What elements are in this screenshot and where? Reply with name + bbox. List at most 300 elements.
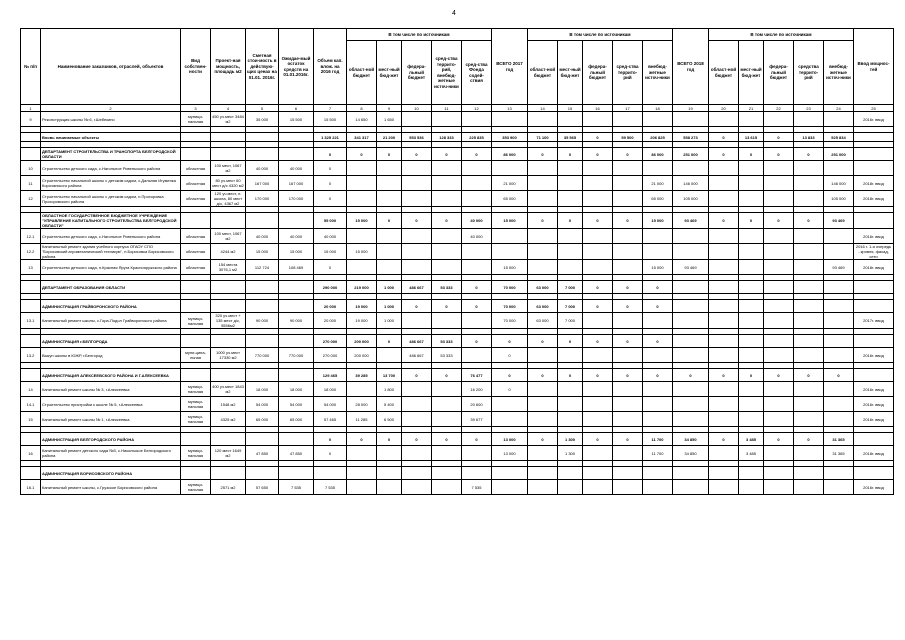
- table-cell: 1 800: [377, 382, 402, 397]
- table-cell: 0: [558, 335, 583, 348]
- table-cell: [402, 112, 432, 127]
- table-cell: [643, 229, 673, 244]
- table-cell: 0: [709, 133, 739, 142]
- table-cell: 0: [613, 335, 643, 348]
- object-name-cell: ДЕПАРТАМЕНТ ОБРАЗОВАНИЯ ОБЛАСТИ: [41, 281, 181, 294]
- table-cell: [794, 335, 824, 348]
- table-cell: 12: [21, 191, 41, 207]
- table-cell: [764, 176, 794, 191]
- table-cell: 13 700: [377, 369, 402, 382]
- table-cell: 5 400: [377, 397, 402, 412]
- table-cell: 40 000: [279, 161, 314, 176]
- table-cell: [764, 446, 794, 461]
- table-cell: [432, 446, 462, 461]
- table-cell: [528, 467, 558, 480]
- table-cell: 146 000: [673, 176, 709, 191]
- table-cell: 31 365: [824, 433, 854, 446]
- table-cell: [181, 148, 211, 161]
- table-cell: [583, 467, 613, 480]
- header-expected-balance: Ожидае-мый остаток средств на 01.01.2016г.: [279, 29, 314, 105]
- table-cell: 100 мест, 1067 м2: [211, 229, 246, 244]
- table-cell: [462, 176, 492, 191]
- table-cell: [21, 467, 41, 480]
- table-cell: 290 000: [314, 281, 347, 294]
- table-cell: [314, 467, 347, 480]
- column-number: 3: [181, 105, 211, 112]
- table-cell: 53 333: [432, 281, 462, 294]
- table-cell: 0: [613, 213, 643, 229]
- table-cell: [613, 260, 643, 275]
- object-name-cell: АДМИНИСТРАЦИЯ БЕЛГОРОДСКОГО РАЙОНА: [41, 433, 181, 446]
- table-cell: 0: [432, 300, 462, 313]
- table-cell: [764, 335, 794, 348]
- table-cell: 15 000: [347, 244, 377, 260]
- table-cell: 0: [709, 433, 739, 446]
- table-cell: 1 000: [377, 300, 402, 313]
- table-cell: [402, 467, 432, 480]
- table-cell: 0: [492, 348, 528, 363]
- table-cell: [794, 480, 824, 495]
- table-cell: областная: [181, 244, 211, 260]
- table-cell: [558, 382, 583, 397]
- table-cell: 0: [764, 433, 794, 446]
- table-cell: 0: [583, 133, 613, 142]
- table-cell: 0: [462, 335, 492, 348]
- table-cell: [643, 313, 673, 329]
- table-cell: 18 000: [246, 382, 279, 397]
- table-cell: 7 000: [558, 281, 583, 294]
- table-cell: областная: [181, 161, 211, 176]
- table-cell: 270 000: [314, 348, 347, 363]
- table-cell: 39 677: [462, 412, 492, 427]
- table-cell: 0: [402, 369, 432, 382]
- table-row: [21, 348, 894, 363]
- table-cell: [794, 397, 824, 412]
- table-cell: 2016г. ввод: [854, 382, 894, 397]
- table-cell: 57 465: [314, 412, 347, 427]
- table-cell: [613, 446, 643, 461]
- table-cell: [21, 300, 41, 313]
- column-number: 12: [462, 105, 492, 112]
- table-cell: [211, 213, 246, 229]
- table-cell: 40 000: [462, 213, 492, 229]
- table-cell: [462, 244, 492, 260]
- table-cell: [643, 244, 673, 260]
- table-cell: 0: [583, 213, 613, 229]
- table-cell: 2571 м2: [211, 480, 246, 495]
- table-cell: 486 667: [402, 348, 432, 363]
- table-cell: 4325 м2: [211, 412, 246, 427]
- section-row: [21, 467, 894, 480]
- table-cell: 170 000: [246, 191, 279, 207]
- table-cell: 86 000: [492, 148, 528, 161]
- table-cell: 63 000: [528, 300, 558, 313]
- table-cell: [854, 467, 894, 480]
- object-name-cell: Строительство детского сада, с.Нагольное Ровеньского района: [41, 161, 181, 176]
- table-cell: [824, 412, 854, 427]
- column-number: 23: [794, 105, 824, 112]
- table-cell: 15 000: [279, 244, 314, 260]
- table-cell: 57 650: [246, 480, 279, 495]
- object-name-cell: Строительство начальной школы с детским садом, с.Дальняя Игуменка Корочанского района: [41, 176, 181, 191]
- table-cell: 14: [21, 382, 41, 397]
- column-number: 2: [41, 105, 181, 112]
- table-cell: 170 000: [279, 191, 314, 207]
- table-cell: 15 000: [492, 260, 528, 275]
- table-cell: 0: [613, 433, 643, 446]
- section-row: [21, 213, 894, 229]
- table-cell: [709, 229, 739, 244]
- table-cell: 0: [739, 369, 764, 382]
- section-row: [21, 148, 894, 161]
- table-cell: [211, 467, 246, 480]
- table-cell: 63 000: [528, 281, 558, 294]
- table-cell: [739, 335, 764, 348]
- table-cell: 0: [377, 213, 402, 229]
- table-cell: [347, 446, 377, 461]
- table-cell: 0: [347, 148, 377, 161]
- table-row: [21, 161, 894, 176]
- table-cell: 54 000: [314, 397, 347, 412]
- table-cell: 167 000: [246, 176, 279, 191]
- object-name-cell: Вновь начинаемые объекты: [41, 133, 181, 142]
- table-cell: [643, 112, 673, 127]
- object-name-cell: АДМИНИСТРАЦИЯ ГРАЙВОРОНСКОГО РАЙОНА: [41, 300, 181, 313]
- table-cell: [377, 467, 402, 480]
- table-cell: [462, 161, 492, 176]
- table-cell: областная: [181, 176, 211, 191]
- table-cell: 0: [764, 213, 794, 229]
- table-cell: 13 833: [794, 133, 824, 142]
- table-cell: [528, 244, 558, 260]
- table-cell: [824, 335, 854, 348]
- table-cell: [739, 260, 764, 275]
- header-name: Наименование заказчиков, отраслей, объектов: [41, 29, 181, 105]
- table-cell: [794, 300, 824, 313]
- table-cell: 2018г. ввод: [854, 191, 894, 207]
- table-cell: 2017г. ввод: [854, 313, 894, 329]
- table-cell: 59 500: [613, 133, 643, 142]
- table-cell: 0: [643, 300, 673, 313]
- table-cell: 11: [21, 176, 41, 191]
- table-cell: 65 000: [643, 191, 673, 207]
- table-cell: [673, 335, 709, 348]
- table-cell: 34 850: [673, 433, 709, 446]
- table-cell: 13 000: [492, 446, 528, 461]
- header-fund-2016: сред-ства Фонда содей-ствия: [462, 41, 492, 105]
- table-cell: [583, 161, 613, 176]
- table-cell: 7 000: [558, 300, 583, 313]
- investment-table-sheet: [20, 28, 892, 495]
- column-number: 4: [211, 105, 246, 112]
- table-body: [21, 105, 894, 495]
- table-cell: [709, 161, 739, 176]
- table-cell: [794, 191, 824, 207]
- table-cell: [492, 412, 528, 427]
- table-cell: 0: [314, 260, 347, 275]
- table-cell: 0: [314, 161, 347, 176]
- table-cell: 7 535: [314, 480, 347, 495]
- table-cell: [558, 229, 583, 244]
- table-row: [21, 229, 894, 244]
- table-cell: [181, 335, 211, 348]
- table-cell: 11 700: [643, 433, 673, 446]
- table-cell: 0: [643, 281, 673, 294]
- table-cell: [854, 281, 894, 294]
- table-cell: [347, 176, 377, 191]
- table-cell: [739, 480, 764, 495]
- table-row: [21, 260, 894, 275]
- table-cell: 2016г. ввод: [854, 412, 894, 427]
- table-cell: 35 000: [246, 112, 279, 127]
- header-local-2016: мест-ный бюд-жет: [377, 41, 402, 105]
- table-cell: 120 мест 1649 м2: [211, 446, 246, 461]
- table-cell: 11 285: [347, 412, 377, 427]
- table-cell: [764, 348, 794, 363]
- table-cell: [211, 369, 246, 382]
- table-cell: 0: [794, 213, 824, 229]
- table-cell: [211, 148, 246, 161]
- table-cell: [402, 446, 432, 461]
- table-cell: [643, 480, 673, 495]
- table-cell: 28 000: [347, 397, 377, 412]
- table-cell: 31 365: [824, 446, 854, 461]
- table-cell: 15 500: [279, 112, 314, 127]
- table-cell: [764, 281, 794, 294]
- table-cell: [377, 229, 402, 244]
- table-cell: [613, 229, 643, 244]
- table-row: [21, 397, 894, 412]
- table-cell: [492, 161, 528, 176]
- table-cell: 40 000: [314, 229, 347, 244]
- table-cell: [709, 480, 739, 495]
- table-cell: 0: [314, 446, 347, 461]
- table-cell: 15 000: [246, 244, 279, 260]
- table-cell: [709, 260, 739, 275]
- column-number: 19: [673, 105, 709, 112]
- table-cell: [347, 260, 377, 275]
- table-cell: 0: [613, 300, 643, 313]
- header-total-2017: ВСЕГО 2017 год: [492, 29, 528, 105]
- table-cell: 86 000: [643, 148, 673, 161]
- object-name-cell: ДЕПАРТАМЕНТ СТРОИТЕЛЬСТВА И ТРАНСПОРТА БЕЛГОРОДСКОЙ ОБЛАСТИ: [41, 148, 181, 161]
- table-cell: [402, 176, 432, 191]
- column-number: 25: [854, 105, 894, 112]
- table-cell: [558, 348, 583, 363]
- table-cell: 3 485: [739, 446, 764, 461]
- table-cell: [764, 480, 794, 495]
- table-cell: 112 724: [246, 260, 279, 275]
- table-cell: [279, 433, 314, 446]
- table-cell: [739, 467, 764, 480]
- table-cell: 76 477: [462, 369, 492, 382]
- table-cell: 2018г. ввод: [854, 446, 894, 461]
- table-cell: [583, 191, 613, 207]
- table-cell: 70 000: [492, 313, 528, 329]
- table-cell: 0: [764, 148, 794, 161]
- table-cell: [462, 348, 492, 363]
- table-cell: [558, 467, 583, 480]
- table-cell: [432, 161, 462, 176]
- column-number: 10: [402, 105, 432, 112]
- table-cell: [558, 244, 583, 260]
- table-cell: 70 000: [492, 281, 528, 294]
- header-federal-2017: федера-льный бюджет: [583, 41, 613, 105]
- table-cell: [824, 300, 854, 313]
- table-cell: 90 000: [246, 313, 279, 329]
- table-cell: областная: [181, 229, 211, 244]
- table-cell: [613, 313, 643, 329]
- table-cell: 53 333: [432, 335, 462, 348]
- table-cell: [528, 480, 558, 495]
- table-cell: 15 500: [314, 112, 347, 127]
- table-cell: 7 535: [279, 480, 314, 495]
- table-cell: 1 000: [377, 313, 402, 329]
- table-cell: [739, 229, 764, 244]
- table-cell: [528, 176, 558, 191]
- table-cell: [279, 148, 314, 161]
- table-cell: 0: [583, 369, 613, 382]
- table-cell: 0: [558, 369, 583, 382]
- table-cell: [21, 369, 41, 382]
- table-cell: 200 000: [347, 348, 377, 363]
- object-name-cell: Строительство начальной школы с детским садом, п.Прохоровка Прохоровского района: [41, 191, 181, 207]
- table-cell: [402, 480, 432, 495]
- table-cell: [432, 260, 462, 275]
- table-cell: 320 уч.мест + 135 мест д/с, 5556м2: [211, 313, 246, 329]
- table-cell: [673, 112, 709, 127]
- table-cell: 65 000: [279, 412, 314, 427]
- column-number-row: [21, 105, 894, 112]
- object-name-cell: Реконструкция школы № 6, г.Шебекино: [41, 112, 181, 127]
- table-cell: [583, 229, 613, 244]
- table-cell: [246, 213, 279, 229]
- table-cell: [528, 382, 558, 397]
- column-number: 5: [246, 105, 279, 112]
- table-cell: 167 000: [279, 176, 314, 191]
- object-name-cell: Капитальный ремонт школы № 1, г.Алексеевка: [41, 412, 181, 427]
- table-cell: [558, 191, 583, 207]
- table-cell: 93 469: [824, 260, 854, 275]
- table-cell: [854, 433, 894, 446]
- table-cell: [824, 397, 854, 412]
- table-cell: [528, 397, 558, 412]
- header-group-sources-2018: В том числе по источникам: [709, 29, 854, 41]
- table-cell: [558, 260, 583, 275]
- table-cell: [613, 161, 643, 176]
- table-cell: 0: [314, 433, 347, 446]
- table-cell: [583, 382, 613, 397]
- table-cell: [739, 382, 764, 397]
- table-cell: 0: [314, 176, 347, 191]
- table-cell: [794, 382, 824, 397]
- header-capacity: Проект-ная мощность, площадь м2: [211, 29, 246, 105]
- object-name-cell: Капитальный ремонт здания учебного корпуса ОГАОУ СПО "Борисовский агромеханический техникум", п.Борисовка Борисовского района: [41, 244, 181, 260]
- table-cell: 0: [709, 369, 739, 382]
- total-row: [21, 133, 894, 142]
- table-row: [21, 112, 894, 127]
- table-cell: [432, 382, 462, 397]
- table-cell: 12.1: [21, 229, 41, 244]
- table-cell: 35 565: [558, 133, 583, 142]
- table-cell: [739, 112, 764, 127]
- header-num: № п/п: [21, 29, 41, 105]
- table-cell: [528, 446, 558, 461]
- table-cell: 21 200: [377, 133, 402, 142]
- table-cell: 0: [613, 369, 643, 382]
- table-cell: [402, 244, 432, 260]
- table-cell: [492, 480, 528, 495]
- table-cell: 2018г. ввод: [854, 176, 894, 191]
- table-cell: 251 000: [824, 148, 854, 161]
- table-cell: [794, 467, 824, 480]
- table-cell: [211, 300, 246, 313]
- table-cell: 80 уч.мест 60 мест д/с 4320 м2: [211, 176, 246, 191]
- table-cell: [181, 433, 211, 446]
- table-cell: 0: [583, 335, 613, 348]
- table-cell: [764, 260, 794, 275]
- table-cell: 0: [583, 281, 613, 294]
- header-offbudget-2017: внебюд-жетные источ-ники: [643, 41, 673, 105]
- table-cell: областная: [181, 191, 211, 207]
- table-cell: [613, 480, 643, 495]
- section-row: [21, 300, 894, 313]
- table-cell: [583, 176, 613, 191]
- table-cell: 13.2: [21, 348, 41, 363]
- table-cell: 353 900: [492, 133, 528, 142]
- table-cell: 16 200: [462, 382, 492, 397]
- table-cell: [824, 467, 854, 480]
- table-cell: 0: [558, 213, 583, 229]
- table-cell: [643, 467, 673, 480]
- header-estimated-cost: Сметная стои-мость в действую-щих ценах на 01.01. 2016г.: [246, 29, 279, 105]
- table-cell: [583, 348, 613, 363]
- table-cell: [377, 348, 402, 363]
- table-cell: [583, 412, 613, 427]
- table-cell: муници-пальная: [181, 382, 211, 397]
- table-cell: 0: [492, 382, 528, 397]
- table-cell: [709, 300, 739, 313]
- header-local-2017: мест-ный бюд-жет: [558, 41, 583, 105]
- table-cell: [794, 260, 824, 275]
- table-cell: 14 650: [347, 112, 377, 127]
- table-cell: [739, 244, 764, 260]
- table-cell: 0: [432, 148, 462, 161]
- table-cell: [824, 112, 854, 127]
- table-cell: [558, 176, 583, 191]
- table-cell: [402, 229, 432, 244]
- table-cell: [246, 281, 279, 294]
- table-cell: [673, 348, 709, 363]
- header-local-2018: мест-ный бюд-жет: [739, 41, 764, 105]
- column-number: 6: [279, 105, 314, 112]
- table-cell: муници-пальная: [181, 112, 211, 127]
- table-cell: 154 места 3076,1 м2: [211, 260, 246, 275]
- table-cell: 0: [347, 433, 377, 446]
- column-number: 16: [583, 105, 613, 112]
- table-cell: [246, 433, 279, 446]
- table-cell: [432, 176, 462, 191]
- object-name-cell: АДМИНИСТРАЦИЯ АЛЕКСЕЕВСКОГО РАЙОНА И Г.АЛЕКСЕЕВКА: [41, 369, 181, 382]
- table-cell: 3 485: [739, 433, 764, 446]
- table-cell: [854, 161, 894, 176]
- table-cell: [673, 300, 709, 313]
- table-cell: 10: [21, 161, 41, 176]
- table-cell: [402, 191, 432, 207]
- column-number: 1: [21, 105, 41, 112]
- table-cell: [377, 176, 402, 191]
- table-cell: 15 000: [347, 213, 377, 229]
